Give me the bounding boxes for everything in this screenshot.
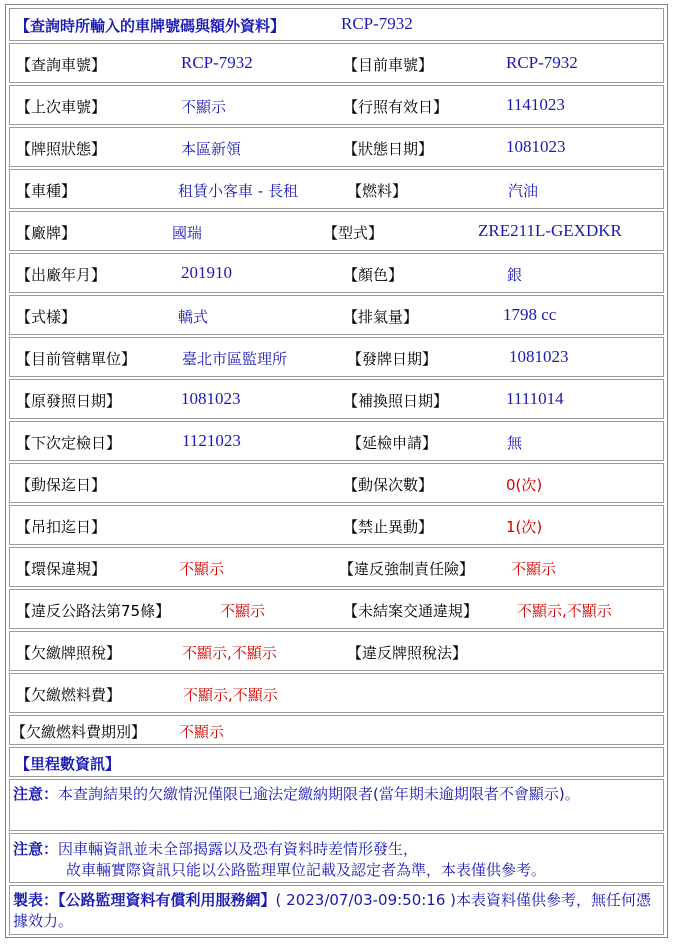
- value-query-plate: RCP-7932: [181, 53, 253, 72]
- info-row: [9, 337, 664, 377]
- label-vehicle-type: 【車種】: [16, 182, 77, 200]
- label-plate-issue-date: 【發牌日期】: [347, 350, 438, 368]
- footer-timestamp: ( 2023/07/03-09:50:16 ): [275, 891, 457, 909]
- label-inspection-extension: 【延檢申請】: [347, 434, 438, 452]
- value-model: ZRE211L-GEXDKR: [478, 221, 622, 240]
- mileage-section: [9, 747, 664, 777]
- footer-source-link[interactable]: 【公路監理資料有償利用服務網】: [58, 891, 276, 909]
- note-disclaimer-line1: 因車輛資訊並未全部揭露以及恐有資料時差情形發生，: [58, 840, 419, 858]
- info-row: [9, 673, 664, 713]
- note-overdue-text: 本查詢結果的欠繳情況僅限已逾法定繳納期限者(當年期未逾期限者不會顯示)。: [58, 785, 580, 803]
- query-header: [9, 8, 664, 41]
- value-jurisdiction: 臺北市區監理所: [182, 350, 288, 368]
- value-color: 銀: [507, 266, 523, 284]
- label-unsettled-traffic-violation: 【未結案交通違規】: [343, 602, 479, 620]
- value-chattel-mortgage-count: 0(次): [506, 476, 543, 494]
- info-row: [9, 631, 664, 671]
- value-unpaid-license-tax: 不顯示,不顯示: [182, 644, 277, 662]
- info-row: [9, 715, 664, 745]
- label-jurisdiction: 【目前管轄單位】: [16, 350, 137, 368]
- note-overdue-label: 注意：: [13, 785, 59, 803]
- value-unpaid-fuel-fee-period: 不顯示: [179, 723, 225, 741]
- label-chattel-mortgage-count: 【動保次數】: [343, 476, 434, 494]
- label-color: 【顏色】: [343, 266, 404, 284]
- note-disclaimer-label: 注意：: [13, 840, 59, 858]
- info-row: [9, 43, 664, 83]
- label-previous-plate: 【上次車號】: [16, 98, 107, 116]
- value-brand: 國瑞: [172, 224, 203, 242]
- label-license-tax-violation: 【違反牌照稅法】: [347, 644, 468, 662]
- value-vehicle-type: 租賃小客車 - 長租: [178, 182, 298, 200]
- label-plate-status: 【牌照狀態】: [16, 140, 107, 158]
- info-row: [9, 295, 664, 335]
- value-license-valid-date: 1141023: [506, 95, 565, 114]
- value-transfer-prohibited: 1(次): [506, 518, 543, 536]
- value-environmental-violation: 不顯示: [179, 560, 225, 578]
- value-unsettled-traffic-violation: 不顯示,不顯示: [517, 602, 612, 620]
- label-unpaid-fuel-fee-period: 【欠繳燃料費期別】: [11, 723, 147, 741]
- label-query-plate: 【查詢車號】: [16, 56, 107, 74]
- footer-text: 本表資料僅供參考，無任何憑據效力。: [13, 891, 652, 930]
- label-unpaid-fuel-fee: 【欠繳燃料費】: [16, 686, 122, 704]
- label-transfer-prohibited: 【禁止異動】: [343, 518, 434, 536]
- label-displacement: 【排氣量】: [343, 308, 419, 326]
- value-inspection-extension: 無: [507, 434, 523, 452]
- label-manufacture-date: 【出廠年月】: [16, 266, 107, 284]
- label-body-style: 【式樣】: [16, 308, 77, 326]
- info-row: [9, 127, 664, 167]
- label-unpaid-license-tax: 【欠繳牌照稅】: [16, 644, 122, 662]
- query-header-title: 【查詢時所輸入的車牌號碼與額外資料】: [15, 17, 286, 35]
- info-row: [9, 379, 664, 419]
- label-brand: 【廠牌】: [16, 224, 77, 242]
- value-previous-plate: 不顯示: [181, 98, 227, 116]
- label-license-valid-date: 【行照有效日】: [343, 98, 449, 116]
- info-row: [9, 589, 664, 629]
- label-chattel-mortgage-end: 【動保迄日】: [16, 476, 107, 494]
- info-row: [9, 505, 664, 545]
- value-manufacture-date: 201910: [181, 263, 232, 282]
- footer: [9, 885, 664, 935]
- value-plate-issue-date: 1081023: [509, 347, 569, 366]
- label-status-date: 【狀態日期】: [343, 140, 434, 158]
- value-plate-status: 本區新領: [181, 140, 242, 158]
- mileage-title: 【里程數資訊】: [15, 755, 121, 773]
- label-model: 【型式】: [323, 224, 384, 242]
- value-displacement: 1798 cc: [503, 305, 557, 324]
- label-environmental-violation: 【環保違規】: [16, 560, 107, 578]
- label-original-issue-date: 【原發照日期】: [16, 392, 122, 410]
- info-row: [9, 253, 664, 293]
- label-fuel: 【燃料】: [347, 182, 408, 200]
- label-current-plate: 【目前車號】: [343, 56, 434, 74]
- value-insurance-violation: 不顯示: [511, 560, 557, 578]
- note-disclaimer: [9, 833, 664, 883]
- label-insurance-violation: 【違反強制責任險】: [339, 560, 475, 578]
- info-row: [9, 169, 664, 209]
- value-body-style: 轎式: [178, 308, 209, 326]
- value-unpaid-fuel-fee: 不顯示,不顯示: [183, 686, 278, 704]
- value-original-issue-date: 1081023: [181, 389, 241, 408]
- query-header-plate: RCP-7932: [341, 14, 413, 33]
- value-reissue-date: 1111014: [506, 389, 564, 408]
- label-next-inspection: 【下次定檢日】: [16, 434, 122, 452]
- value-fuel: 汽油: [508, 182, 539, 200]
- value-status-date: 1081023: [506, 137, 566, 156]
- label-reissue-date: 【補換照日期】: [343, 392, 449, 410]
- note-disclaimer-line2: 故車輛實際資訊只能以公路監理單位記載及認定者為準，本表僅供參考。: [66, 861, 547, 879]
- label-suspension-end: 【吊扣迄日】: [16, 518, 107, 536]
- value-highway-act-violation: 不顯示: [220, 602, 266, 620]
- value-current-plate: RCP-7932: [506, 53, 578, 72]
- footer-label: 製表：: [13, 891, 59, 909]
- value-next-inspection: 1121023: [182, 431, 241, 450]
- info-row: [9, 463, 664, 503]
- label-highway-act-violation: 【違反公路法第75條】: [16, 602, 171, 620]
- note-overdue: [9, 779, 664, 831]
- info-row: [9, 547, 664, 587]
- report-container: [5, 4, 668, 938]
- info-row: [9, 211, 664, 251]
- info-row: [9, 85, 664, 125]
- info-row: [9, 421, 664, 461]
